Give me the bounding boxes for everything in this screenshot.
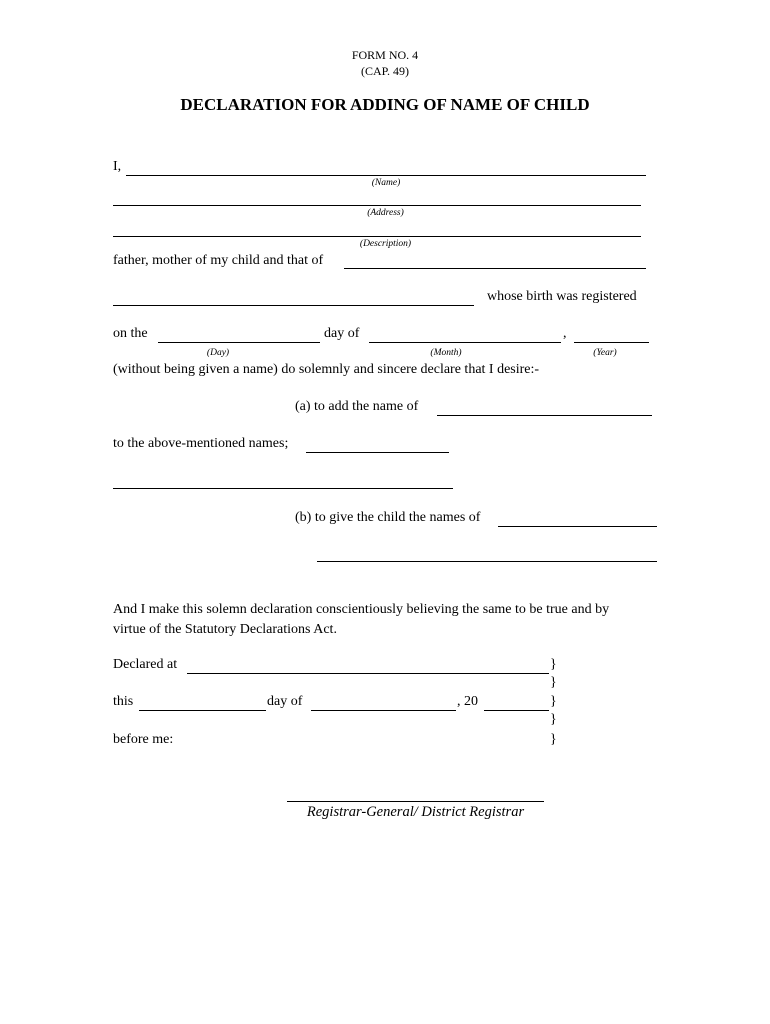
option-a-label: (a) to add the name of [295,399,419,414]
solemn-text-line1: And I make this solemn declaration conscientiously believing the same to be true and by [113,602,610,617]
declared-at-label: Declared at [113,657,178,672]
form-number: FORM NO. 4 [351,48,419,62]
additional-name-field[interactable] [113,488,453,489]
name-caption: (Name) [371,178,401,188]
description-caption: (Description) [359,239,412,249]
solemn-text-line2: virtue of the Statutory Declarations Act. [113,622,337,637]
year-prefix-label: , 20 [457,694,478,709]
brace-4: } [550,712,557,727]
without-name-text: (without being given a name) do solemnly and sincere declare that I desire:- [113,362,540,377]
whose-birth-label: whose birth was registered [487,289,637,304]
form-cap: (CAP. 49) [360,64,409,78]
month-field[interactable] [369,342,561,343]
description-field[interactable] [113,236,641,237]
brace-2: } [550,675,557,690]
child-field[interactable] [113,305,474,306]
brace-5: } [550,732,557,747]
brace-3: } [550,694,557,709]
day-of-label: day of [324,326,360,341]
this-day-of-label: day of [267,694,303,709]
above-mentioned-field[interactable] [306,452,449,453]
name-field[interactable] [126,175,646,176]
this-year-field[interactable] [484,710,549,711]
this-month-field[interactable] [311,710,456,711]
address-field[interactable] [113,205,641,206]
this-label: this [113,694,134,709]
declared-at-field[interactable] [187,673,549,674]
address-caption: (Address) [367,208,404,218]
other-parent-field[interactable] [344,268,646,269]
father-mother-label: father, mother of my child and that of [113,253,324,268]
add-name-field[interactable] [437,415,652,416]
year-field[interactable] [574,342,649,343]
on-the-label: on the [113,326,148,341]
form-title: DECLARATION FOR ADDING OF NAME OF CHILD [180,95,590,114]
signature-line[interactable] [287,801,544,802]
give-names-field[interactable] [498,526,657,527]
above-mentioned-label: to the above-mentioned names; [113,436,289,451]
this-day-field[interactable] [139,710,266,711]
signature-caption: Registrar-General/ District Registrar [306,804,525,820]
year-caption: (Year) [593,348,617,358]
month-caption: (Month) [430,348,462,358]
i-label: I, [113,159,122,174]
brace-1: } [550,657,557,672]
give-names-field-2[interactable] [317,561,657,562]
day-caption: (Day) [206,348,230,358]
comma-label: , [563,326,567,341]
before-me-label: before me: [113,732,174,747]
day-field[interactable] [158,342,320,343]
option-b-label: (b) to give the child the names of [295,510,481,525]
